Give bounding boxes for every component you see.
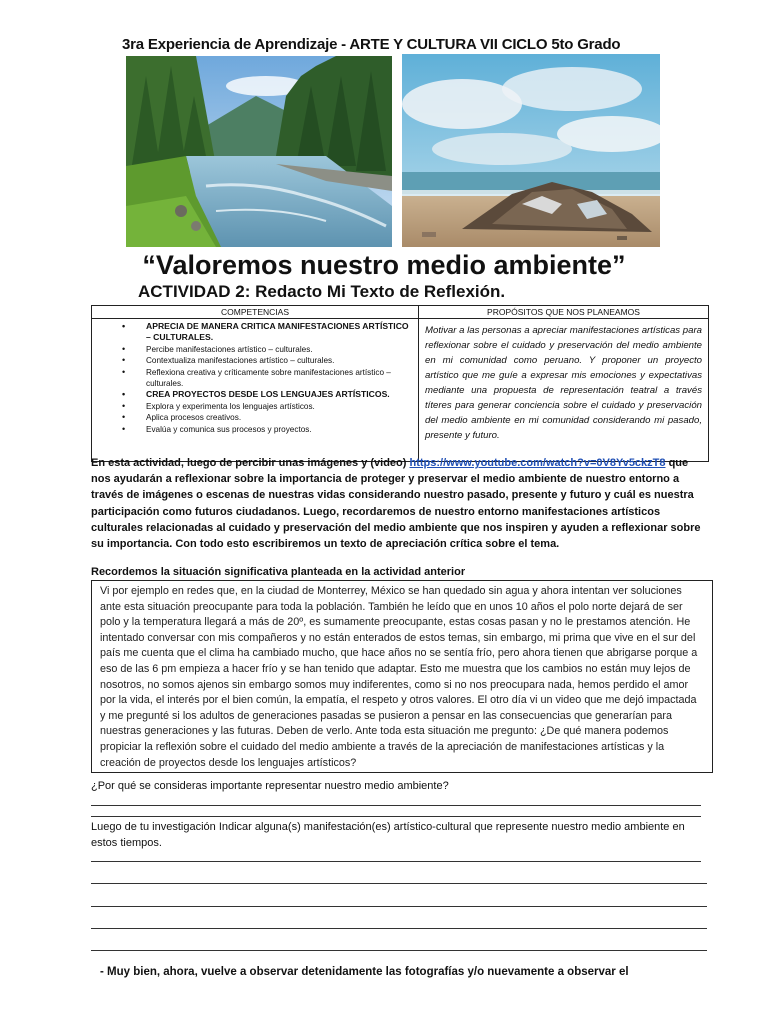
competency-item: • Evalúa y comunica sus procesos y proyectos. — [96, 424, 414, 435]
competency-item: • Percibe manifestaciones artístico – culturales. — [96, 344, 414, 355]
answer-line[interactable] — [91, 928, 707, 929]
intro-text-end: que nos ayudarán a reflexionar sobre la importancia de proteger y preservar el medio ambiente de nuestro entorno a través de imágenes o escenas de nuestras vidas considerando nuestro pasado, presente y futuro y cuál es nuestra participación como futuros ciudadanos. Luego, recordaremos de nuestro entorno manifestaciones artísticos culturales relacionadas al cuidado y preservación del medio ambiente que nos inspiren y ayuden a reflexionar sobre su importancia. Con todo esto escribiremos un texto de apreciación crítica sobre el tema. — [91, 457, 701, 551]
question-2: Luego de tu investigación Indicar alguna(s) manifestación(es) artístico-cultural que represente nuestro medio ambiente en estos tiempos. — [91, 821, 685, 849]
question-1: ¿Por qué se consideras importante representar nuestro medio ambiente? — [91, 780, 449, 792]
activity-title: ACTIVIDAD 2: Redacto Mi Texto de Reflexión. — [138, 282, 506, 301]
situation-text-box: Vi por ejemplo en redes que, en la ciudad de Monterrey, México se han quedado sin agua y ahora intentan ver soluciones ante esta situación preocupante para toda la población. También he leído que en unos 10 años el polo norte dejará de ser polo y la temperatura llegará a más de 20º, es sumamente preocupante, estas cosas pasan y no le prestamos atención. He intentado conversar con mis compañeros y no están enterados de estos temas, sin embargo, mi prima que vive en el sur del país me cuenta que el clima ha cambiado mucho, que hace años no se sentía frío, pero ahora tienen que abrigarse porque a eso de las 6 pm empieza a hacer frío y se han tenido que adaptar. Esto me muestra que los cambios no están muy lejos de nosotros, no somos ajenos sin embargo somos muy indiferentes, como si no nos preocupara nada, hemos perdido el amor por la vida, el interés por el bien común, la empatía, el respeto y otros valores. El otro día vi un video que me dejó impactada y me pregunté si los adultos de generaciones pasadas se pusieron a pensar en las consecuencias que generarían para nuestras generaciones y las futuras. Deben de verlo. Ante toda esta situación me pregunto: ¿De qué manera podemos propiciar la reflexión sobre el cuidado del medio ambiente a través de la apreciación de manifestaciones artísticas y la creación de proyectos desde los lenguajes artísticos? — [91, 580, 713, 773]
footer-instruction: - Muy bien, ahora, vuelve a observar detenidamente las fotografías y/o nuevamente a observar el — [100, 966, 629, 978]
answer-line[interactable] — [91, 816, 701, 817]
header-competencias: COMPETENCIAS — [92, 306, 419, 319]
answer-line[interactable] — [91, 861, 701, 862]
competency-item: • Reflexiona creativa y críticamente sobre manifestaciones artístico – culturales. — [96, 367, 414, 390]
beach-garbage-illustration — [402, 54, 660, 247]
main-title: “Valoremos nuestro medio ambiente” — [142, 250, 626, 280]
competencies-list — [96, 321, 414, 435]
competency-item: • CREA PROYECTOS DESDE LOS LENGUAJES ARTÍSTICOS. — [96, 389, 414, 400]
answer-line[interactable] — [91, 883, 707, 884]
recall-heading: Recordemos la situación significativa planteada en la actividad anterior — [91, 566, 466, 578]
header-title: 3ra Experiencia de Aprendizaje - ARTE Y CULTURA VII CICLO 5to Grado — [122, 36, 621, 53]
competency-item: • Aplica procesos creativos. — [96, 412, 414, 423]
intro-paragraph — [91, 455, 709, 552]
competencies-table — [91, 305, 709, 462]
answer-line[interactable] — [91, 906, 707, 907]
answer-line[interactable] — [91, 950, 707, 951]
river-forest-photo — [126, 56, 392, 247]
intro-text-start: En esta actividad, luego de percibir unas imágenes y (video) — [91, 457, 410, 469]
competency-item: • Contextualiza manifestaciones artístico – culturales. — [96, 355, 414, 366]
purpose-cell: Motivar a las personas a apreciar manifestaciones artísticas para reflexionar sobre el cuidado y preservación del medio ambiente en mi comunidad como peruano. Y proponer un proyecto artístico que me guíe a expresar mis emociones y expectativas mediante una propuesta de representación teatral a través títeres para generar conciencia sobre el cuidado y preservación del medio ambiente en mi comunidad considerando mi pasado, presente y futuro. — [419, 319, 709, 462]
river-forest-illustration — [126, 56, 392, 247]
competencies-cell — [92, 319, 419, 462]
header-propositos: PROPÓSITOS QUE NOS PLANEAMOS — [419, 306, 709, 319]
competency-item: • APRECIA DE MANERA CRITICA MANIFESTACIONES ARTÍSTICO – CULTURALES. — [96, 321, 414, 344]
beach-garbage-photo — [402, 54, 660, 247]
competency-item: • Explora y experimenta los lenguajes artísticos. — [96, 401, 414, 412]
youtube-link[interactable]: https://www.youtube.com/watch?v=0V8Yv5ckzT8 — [409, 457, 666, 469]
answer-line[interactable] — [91, 805, 701, 806]
